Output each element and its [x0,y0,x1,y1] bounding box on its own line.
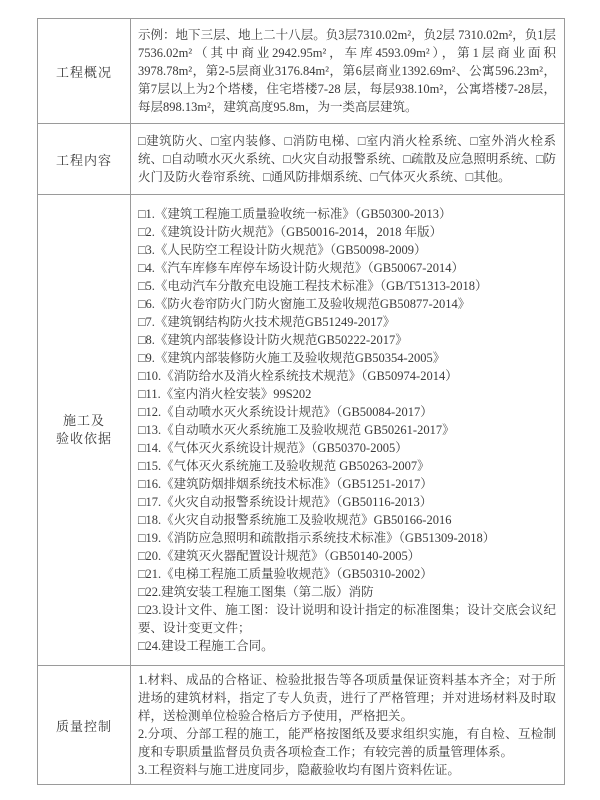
row-label-overview: 工程概况 [38,19,131,124]
basis-item-8: □8.《建筑内部装修设计防火规范GB50222-2017》 [138,333,408,347]
basis-item-7: □7.《建筑钢结构防火技术规范GB51249-2017》 [138,315,396,329]
table-row-quality [38,666,565,785]
row-label-basis-line1: 施工及 [62,413,105,428]
basis-item-6: □6.《防火卷帘防火门防火窗施工及验收规范GB50877-2014》 [138,297,471,311]
row-label-content: 工程内容 [38,124,131,195]
row-label-basis [38,195,131,666]
table-row-overview [38,19,565,124]
basis-item-23: □23.设计文件、施工图：设计说明和设计指定的标准图集；设计交底会议纪要、设计变更文件； [138,603,556,635]
basis-item-19: □19.《消防应急照明和疏散指示系统技术标准》（GB51309-2018） [138,531,496,545]
quality-content [131,666,565,785]
overview-content: 示例：地下三层、地上二十八层。负3层7310.02m²，负2层 7310.02m²，负1层7536.02m²（其中商业2942.95m²，车库4593.09m²），第1层商业面积3978.78m²，第2-5层商业3176.84m²，第6层商业1392.69m²、公寓596.23m²，第7层以上为2个塔楼，住宅塔楼7-28 层，每层938.10m²，公寓塔楼7-28层，每层898.13m²，建筑高度95.8m，为一类高层建筑。 [131,19,565,124]
table-row-content [38,124,565,195]
basis-item-16: □16.《建筑防烟排烟系统技术标准》（GB51251-2017） [138,477,433,491]
basis-list [131,195,565,666]
basis-item-4: □4.《汽车库修车库停车场设计防火规范》（GB50067-2014） [138,261,464,275]
quality-paragraph-3: 3.工程资料与施工进度同步，隐蔽验收均有图片资料佐证。 [138,763,460,777]
basis-item-17: □17.《火灾自动报警系统设计规范》（GB50116-2013） [138,495,433,509]
row-label-quality: 质量控制 [38,666,131,785]
basis-item-11: □11.《室内消火栓安装》99S202 [138,387,312,401]
basis-item-1: □1.《建筑工程施工质量验收统一标准》（GB50300-2013） [138,207,452,221]
basis-item-20: □20.《建筑灭火器配置设计规范》（GB50140-2005） [138,549,421,563]
basis-item-15: □15.《气体灭火系统施工及验收规范 GB50263-2007》 [138,459,430,473]
basis-item-12: □12.《自动喷水灭火系统设计规范》（GB50084-2017） [138,405,433,419]
row-label-basis-line2: 验收依据 [55,431,112,446]
content-checklist: □建筑防火、□室内装修、□消防电梯、□室内消火栓系统、□室外消火栓系统、□自动喷水灭火系统、□火灾自动报警系统、□疏散及应急照明系统、□防火门及防火卷帘系统、□通风防排烟系统、□气体灭火系统、□其他。 [131,124,565,195]
basis-item-22: □22.建筑安装工程施工图集（第二版）消防 [138,585,374,599]
basis-item-2: □2.《建筑设计防火规范》（GB50016-2014，2018 年版） [138,225,443,239]
table-row-basis [38,195,565,666]
basis-item-18: □18.《火灾自动报警系统施工及验收规范》GB50166-2016 [138,513,452,527]
basis-item-24: □24.建设工程施工合同。 [138,639,274,653]
basis-item-14: □14.《气体灭火系统设计规范》（GB50370-2005） [138,441,408,455]
basis-item-5: □5.《电动汽车分散充电设施工程技术标准》（GB/T51313-2018） [138,279,488,293]
basis-item-21: □21.《电梯工程施工质量验收规范》（GB50310-2002） [138,567,433,581]
basis-item-13: □13.《自动喷水灭火系统施工及验收规范 GB50261-2017》 [138,423,455,437]
basis-item-3: □3.《人民防空工程设计防火规范》（GB50098-2009） [138,243,427,257]
quality-paragraph-2: 2.分项、分部工程的施工，能严格按图纸及要求组织实施，有自检、互检制度和专职质量监督员负责各项检查工作；有较完善的质量管理体系。 [138,727,556,759]
basis-item-10: □10.《消防给水及消火栓系统技术规范》（GB50974-2014） [138,369,458,383]
quality-paragraph-1: 1.材料、成品的合格证、检验批报告等各项质量保证资料基本齐全；对于所进场的建筑材料，指定了专人负责，进行了严格管理；并对进场材料及时取样，送检测单位检验合格后方予使用，严格把关。 [138,673,556,723]
basis-item-9: □9.《建筑内部装修防火施工及验收规范GB50354-2005》 [138,351,446,365]
project-info-table [37,18,565,785]
